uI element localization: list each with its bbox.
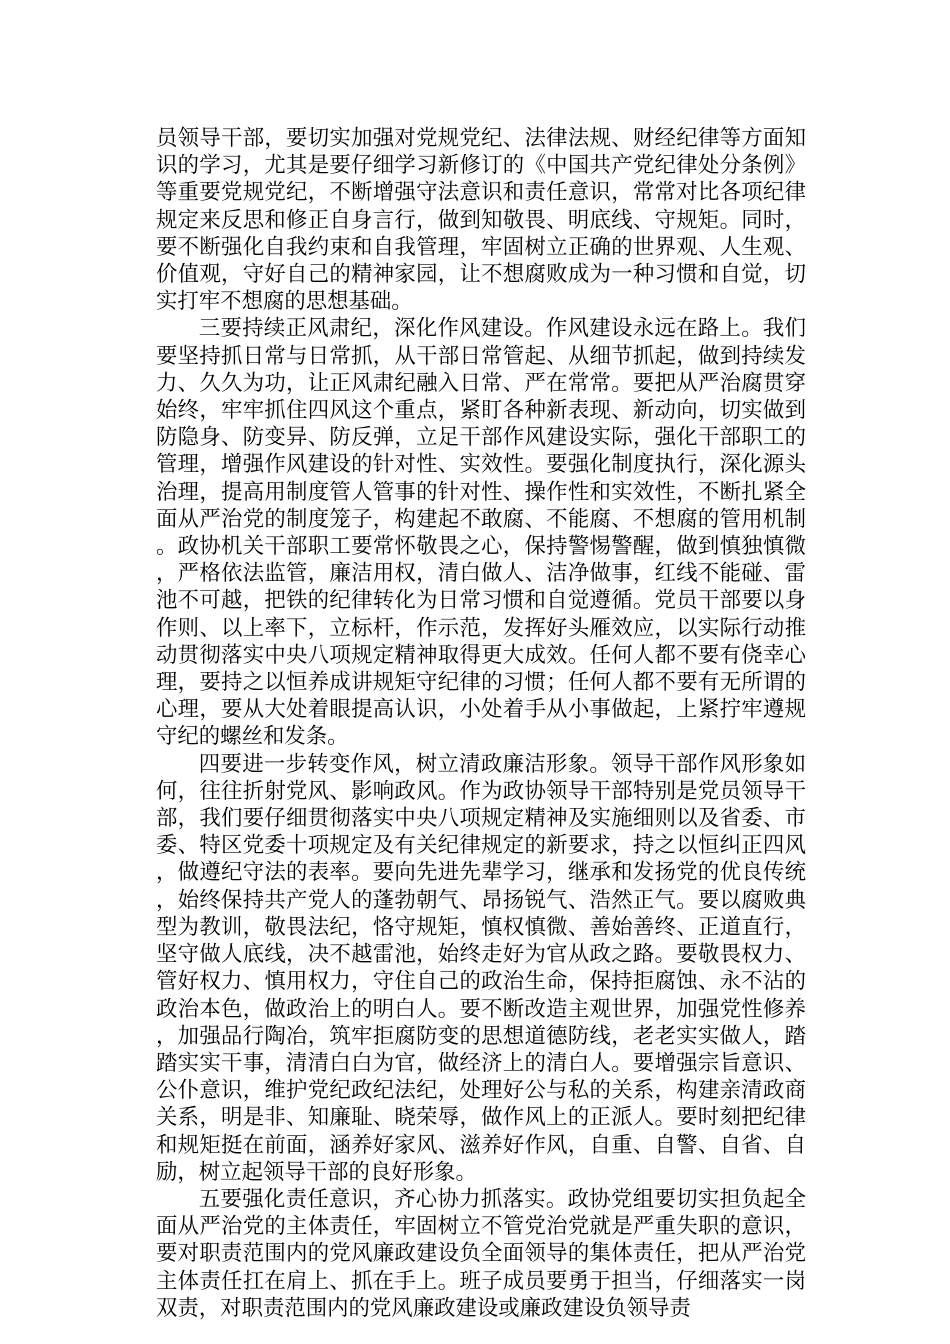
document-body [156, 125, 806, 1322]
paragraph-point-three: 三要持续正风肃纪，深化作风建设。作风建设永远在路上。我们要坚持抓日常与日常抓，从干部日常管起、从细节抓起，做到持续发力、久久为功，让正风肃纪融入日常、严在常常。要把从严治腐贯穿始终，牢牢抓住四风这个重点，紧盯各种新表现、新动向，切实做到防隐身、防变异、防反弹，立足干部作风建设实际，强化干部职工的管理，增强作风建设的针对性、实效性。要强化制度执行，深化源头治理，提高用制度管人管事的针对性、操作性和实效性，不断扎紧全面从严治党的制度笼子，构建起不敢腐、不能腐、不想腐的管用机制。政协机关干部职工要常怀敬畏之心，保持警惕警醒，做到慎独慎微，严格依法监管，廉洁用权，清白做人、洁净做事，红线不能碰、雷池不可越，把铁的纪律转化为日常习惯和自觉遵循。党员干部要以身作则、以上率下，立标杆，作示范，发挥好头雁效应，以实际行动推动贯彻落实中央八项规定精神取得更大成效。任何人都不要有侥幸心理，要持之以恒养成讲规矩守纪律的习惯；任何人都不要有无所谓的心理，要从大处着眼提高认识，小处着手从小事做起，上紧拧牢遵规守纪的螺丝和发条。 [156, 316, 806, 750]
paragraph-continued: 员领导干部，要切实加强对党规党纪、法律法规、财经纪律等方面知识的学习，尤其是要仔细学习新修订的《中国共产党纪律处分条例》等重要党规党纪，不断增强守法意识和责任意识，常常对比各项纪律规定来反思和修正自身言行，做到知敬畏、明底线、守规矩。同时，要不断强化自我约束和自我管理，牢固树立正确的世界观、人生观、价值观，守好自己的精神家园，让不想腐败成为一种习惯和自觉，切实打牢不想腐的思想基础。 [156, 126, 806, 315]
paragraph-point-five: 五要强化责任意识，齐心协力抓落实。政协党组要切实担负起全面从严治党的主体责任，牢固树立不管党治党就是严重失职的意识，要对职责范围内的党风廉政建设负全面领导的集体责任，把从严治党主体责任扛在肩上、抓在手上。班子成员要勇于担当，仔细落实一岗双责，对职责范围内的党风廉政建设或廉政建设负领导责 [156, 1186, 806, 1321]
paragraph-point-four: 四要进一步转变作风，树立清政廉洁形象。领导干部作风形象如何，往往折射党风、影响政风。作为政协领导干部特别是党员领导干部，我们要仔细贯彻落实中央八项规定精神及实施细则以及省委、市委、特区党委十项规定及有关纪律规定的新要求，持之以恒纠正四风，做遵纪守法的表率。要向先进先辈学习，继承和发扬党的优良传统，始终保持共产党人的蓬勃朝气、昂扬锐气、浩然正气。要以腐败典型为教训，敬畏法纪，恪守规矩，慎权慎微、善始善终、正道直行，坚守做人底线，决不越雷池，始终走好为官从政之路。要敬畏权力、管好权力、慎用权力，守住自己的政治生命，保持拒腐蚀、永不沾的政治本色，做政治上的明白人。要不断改造主观世界，加强党性修养，加强品行陶冶，筑牢拒腐防变的思想道德防线，老老实实做人，踏踏实实干事，清清白白为官，做经济上的清白人。要增强宗旨意识、公仆意识，维护党纪政纪法纪，处理好公与私的关系，构建亲清政商关系，明是非、知廉耻、晓荣辱，做作风上的正派人。要时刻把纪律和规矩挺在前面，涵养好家风、滋养好作风，自重、自警、自省、自励，树立起领导干部的良好形象。 [156, 751, 806, 1185]
